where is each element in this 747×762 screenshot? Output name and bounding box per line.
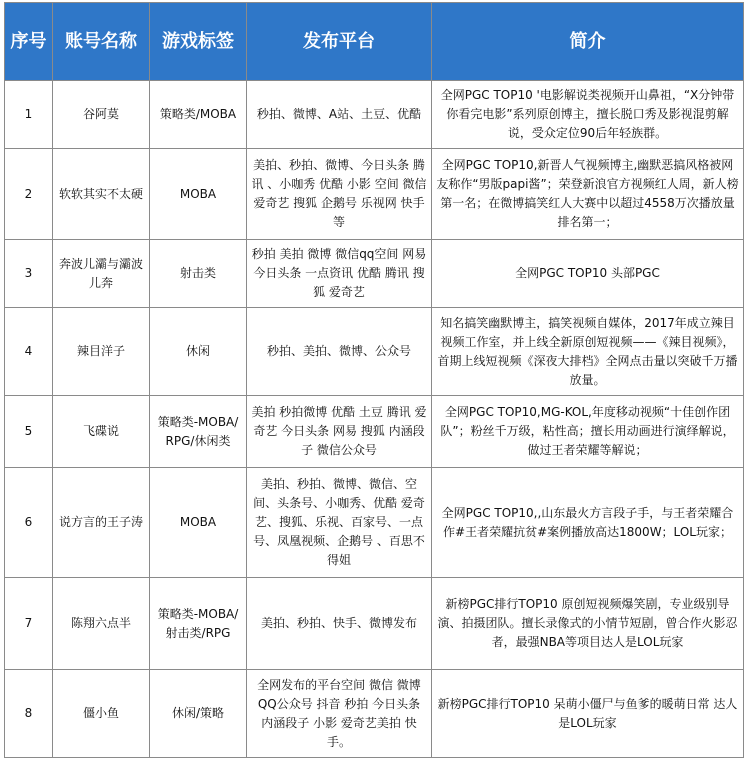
row-desc: 新榜PGC排行TOP10 原创短视频爆笑剧，专业级别导演、拍摄团队。擅长录像式的小情节短剧，曾合作火影忍者，最强NBA等项目达人是LOL玩家 — [432, 578, 744, 670]
table-row — [5, 81, 744, 149]
row-tag: 休闲 — [150, 308, 247, 396]
row-name: 飞碟说 — [53, 396, 150, 468]
row-desc: 知名搞笑幽默博主，搞笑视频自媒体，2017年成立辣目视频工作室，并上线全新原创短视频——《辣目视频》，首期上线短视频《深夜大排档》全网点击量以突破千万播放量。 — [432, 308, 744, 396]
row-name: 辣目洋子 — [53, 308, 150, 396]
account-table — [4, 2, 744, 758]
row-platform: 美拍、秒拍、微博、今日头条 腾讯 、小咖秀 优酷 小影 空间 微信 爱奇艺 搜狐 企鹅号 乐视网 快手 等 — [247, 149, 432, 240]
row-num: 2 — [5, 149, 53, 240]
header-row — [5, 3, 744, 81]
row-num: 5 — [5, 396, 53, 468]
table-row — [5, 396, 744, 468]
header-platform: 发布平台 — [247, 3, 432, 81]
table-row — [5, 468, 744, 578]
row-tag: 休闲/策略 — [150, 670, 247, 758]
table-container — [4, 2, 744, 758]
table-row — [5, 240, 744, 308]
table-row — [5, 578, 744, 670]
table-row — [5, 149, 744, 240]
header-tag: 游戏标签 — [150, 3, 247, 81]
row-num: 6 — [5, 468, 53, 578]
header-desc: 简介 — [432, 3, 744, 81]
row-platform: 秒拍、美拍、微博、公众号 — [247, 308, 432, 396]
row-platform: 美拍 秒拍微博 优酷 土豆 腾讯 爱奇艺 今日头条 网易 搜狐 内涵段子 微信公众号 — [247, 396, 432, 468]
row-tag: MOBA — [150, 149, 247, 240]
row-name: 说方言的王子涛 — [53, 468, 150, 578]
row-tag: 策略类-MOBA/射击类/RPG — [150, 578, 247, 670]
row-desc: 全网PGC TOP10 头部PGC — [432, 240, 744, 308]
row-desc: 全网PGC TOP10,,山东最火方言段子手，与王者荣耀合作#王者荣耀抗贫#案例播放高达1800W；LOL玩家； — [432, 468, 744, 578]
row-num: 8 — [5, 670, 53, 758]
row-tag: 射击类 — [150, 240, 247, 308]
row-name: 陈翔六点半 — [53, 578, 150, 670]
row-desc: 全网PGC TOP10 '电影解说类视频开山鼻祖，“X分钟带你看完电影”系列原创博主，擅长脱口秀及影视混剪解说，受众定位90后年轻族群。 — [432, 81, 744, 149]
table-row — [5, 670, 744, 758]
row-platform: 全网发布的平台空间 微信 微博 QQ公众号 抖音 秒拍 今日头条 内涵段子 小影 爱奇艺美拍 快手。 — [247, 670, 432, 758]
row-tag: 策略类/MOBA — [150, 81, 247, 149]
table-row — [5, 308, 744, 396]
row-desc: 全网PGC TOP10,MG-KOL,年度移动视频“十佳创作团队”；粉丝千万级，粘性高；擅长用动画进行演绎解说，做过王者荣耀等解说； — [432, 396, 744, 468]
row-platform: 美拍、秒拍、微博、微信、空间、头条号、小咖秀、优酷 爱奇艺、搜狐、乐视、百家号、一点号、凤凰视频、企鹅号 、百思不得姐 — [247, 468, 432, 578]
row-tag: MOBA — [150, 468, 247, 578]
row-num: 1 — [5, 81, 53, 149]
header-num: 序号 — [5, 3, 53, 81]
row-name: 软软其实不太硬 — [53, 149, 150, 240]
row-num: 4 — [5, 308, 53, 396]
row-name: 僵小鱼 — [53, 670, 150, 758]
row-num: 3 — [5, 240, 53, 308]
header-name: 账号名称 — [53, 3, 150, 81]
row-name: 谷阿莫 — [53, 81, 150, 149]
row-name: 奔波儿灞与灞波儿奔 — [53, 240, 150, 308]
row-platform: 美拍、秒拍、快手、微博发布 — [247, 578, 432, 670]
row-desc: 新榜PGC排行TOP10 呆萌小僵尸与鱼爹的暖萌日常 达人是LOL玩家 — [432, 670, 744, 758]
row-platform: 秒拍 美拍 微博 微信qq空间 网易 今日头条 一点资讯 优酷 腾讯 搜狐 爱奇艺 — [247, 240, 432, 308]
row-platform: 秒拍、微博、A站、土豆、优酷 — [247, 81, 432, 149]
row-num: 7 — [5, 578, 53, 670]
row-desc: 全网PGC TOP10,新晋人气视频博主,幽默恶搞风格被网友称作“男版papi酱”；荣登新浪官方视频红人周，新人榜第一名；在微博搞笑红人大赛中以超过4558万次播放量排名第一； — [432, 149, 744, 240]
row-tag: 策略类-MOBA/RPG/休闲类 — [150, 396, 247, 468]
